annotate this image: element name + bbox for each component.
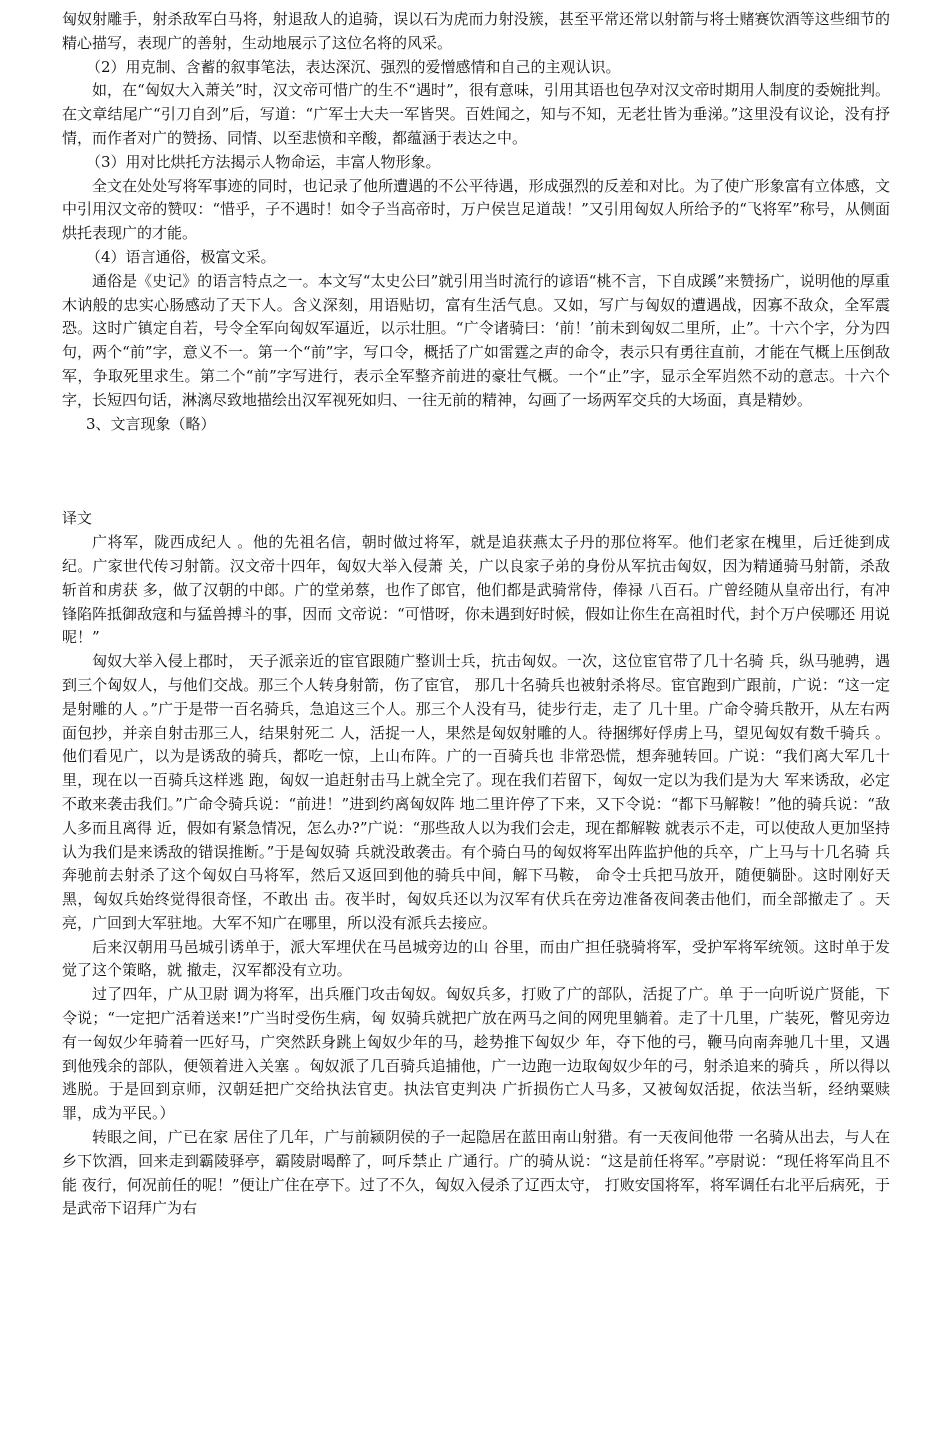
analysis-heading-4: （4）语言通俗，极富文采。 <box>86 247 276 266</box>
translation-title: 译文 <box>62 509 93 528</box>
analysis-paragraph-2: 如，在“匈奴大入萧关”时，汉文帝可惜广的生不“遇时”，很有意味，引用其语也包孕对汉文帝时期用人制度的委婉批判。在文章结尾广“引刀自刭”后，写道：“广军士大夫一军皆哭。百姓闻之，知与不知，无老壮皆为垂涕。”这里没有议论，没有抒情，而作者对广的赞扬、同情、以至悲愤和辛酸，都蕴涵于表达之中。 <box>62 81 890 147</box>
translation-paragraph-2: 匈奴大举入侵上郡时， 天子派亲近的宦官跟随广整训士兵，抗击匈奴。一次，这位宦官带了几十名骑 兵，纵马驰骋，遇到三个匈奴人，与他们交战。那三个人转身射箭，伤了宦官， 那几十名骑兵也被射杀将尽。宦官跑到广跟前，广说：“这一定是射雕的人 。”广于是带一百名骑兵，急追这三个人。那三个人没有马，徒步行走，走了 几十里。广命令骑兵散开，从左右两面包抄，并亲自射击那三人，结果射死二 人，活捉一人，果然是匈奴射雕的人。待捆绑好俘虏上马，望见匈奴有数千骑兵 。他们看见广，以为是诱敌的骑兵，都吃一惊，上山布阵。广的一百骑兵也 非常恐慌，想奔驰转回。广说：“我们离大军几十里，现在以一百骑兵这样逃 跑，匈奴一追赶射击马上就全完了。现在我们若留下，匈奴一定以为我们是为大 军来诱敌，必定不敢来袭击我们。”广命令骑兵说：“前进！”进到约离匈奴阵 地二里许停了下来，又下令说：“都下马解鞍！”他的骑兵说：“敌人多而且离得 近，假如有紧急情况，怎么办?”广说：“那些敌人以为我们会走，现在都解鞍 就表示不走，可以使敌人更加坚持认为我们是来诱敌的错误推断。”于是匈奴骑 兵就没敢袭击。有个骑白马的匈奴将军出阵监护他的兵卒，广上马与十几名骑 兵奔驰前去射杀了这个匈奴白马将军，然后又返回到他的骑兵中间，解下马鞍， 命令士兵把马放开，随便躺卧。这时刚好天黑，匈奴兵始终觉得很奇怪，不敢出 击。夜半时，匈奴兵还以为汉军有伏兵在旁边准备夜间袭击他们，而全部撤走了 。天亮，广回到大军驻地。大军不知广在哪里，所以没有派兵去接应。 <box>62 652 890 932</box>
analysis-heading-2: （2）用克制、含蓄的叙事笔法，表达深沉、强烈的爱憎感情和自己的主观认识。 <box>86 57 621 76</box>
analysis-heading-3: （3）用对比烘托方法揭示人物命运，丰富人物形象。 <box>86 152 441 171</box>
analysis-heading-5: 3、文言现象（略） <box>86 414 216 433</box>
translation-paragraph-1: 广将军，陇西成纪人 。他的先祖名信，朝时做过将军，就是追获燕太子丹的那位将军。他们老家在槐里，后迁徙到成纪。广家世代传习射箭。汉文帝十四年，匈奴大举入侵萧 关，广以良家子弟的身份从军抗击匈奴，因为精通骑马射箭，杀敌斩首和虏获 多，做了汉朝的中郎。广的堂弟蔡，也作了郎官，他们都是武骑常侍，俸禄 八百石。广曾经随从皇帝出行，有冲锋陷阵抵御敌寇和与猛兽搏斗的事，因而 文帝说：“可惜呀，你未遇到好时候，假如让你生在高祖时代，封个万户侯哪还 用说呢！” <box>62 533 890 647</box>
translation-paragraph-4: 过了四年，广从卫尉 调为将军，出兵雁门攻击匈奴。匈奴兵多，打败了广的部队，活捉了广。单 于一向听说广贤能，下令说；“一定把广活着送来!”广当时受伤生病，匈 奴骑兵就把广放在两马之间的网兜里躺着。走了十几里，广装死，瞥见旁边 有一匈奴少年骑着一匹好马，广突然跃身跳上匈奴少年的马，趁势推下匈奴少 年，夺下他的弓，鞭马向南奔驰几十里，又遇到他残余的部队，便领着进入关塞 。匈奴派了几百骑兵追捕他，广一边跑一边取匈奴少年的弓，射杀追来的骑兵 ，所以得以逃脱。于是回到京师，汉朝廷把广交给执法官吏。执法官吏判决 广折损伤亡人马多，又被匈奴活捉，依法当斩，经纳粟赎罪，成为平民。） <box>62 985 890 1123</box>
analysis-paragraph-3: 全文在处处写将军事迹的同时，也记录了他所遭遇的不公平待遇，形成强烈的反差和对比。为了使广形象富有立体感，文中引用汉文帝的赞叹：“惜乎，子不遇时！如令子当高帝时，万户侯岂足道哉！”又引用匈奴人所给予的“飞将军”称号，从侧面烘托表现广的才能。 <box>62 176 890 243</box>
analysis-paragraph-4: 通俗是《史记》的语言特点之一。本文写“太史公曰”就引用当时流行的谚语“桃不言，下自成蹊”来赞扬广，说明他的厚重木讷般的忠实心肠感动了天下人。含义深刻，用语贴切，富有生活气息。又如，写广与匈奴的遭遇战，因寡不敌众，全军震恐。这时广镇定自若，号令全军向匈奴军逼近，以示壮胆。“广令诸骑曰：‘前！’前未到匈奴二里所，止”。十六个字，分为四句，两个“前”字，意义不一。第一个“前”字，写口令，概括了广如雷霆之声的命令，表示只有勇往直前，才能在气概上压倒敌军，争取死里求生。第二个“前”字写进行，表示全军整齐前进的豪壮气概。一个“止”字，显示全军岿然不动的意志。十六个字，长短四句话，淋漓尽致地描绘出汉军视死如归、一往无前的精神，勾画了一场两军交兵的大场面，真是精妙。 <box>62 271 890 409</box>
translation-paragraph-3: 后来汉朝用马邑城引诱单于，派大军埋伏在马邑城旁边的山 谷里，而由广担任骁骑将军，受护军将军统领。这时单于发觉了这个策略，就 撤走，汉军都没有立功。 <box>62 937 890 980</box>
translation-paragraph-5: 转眼之间，广已在家 居住了几年，广与前颍阴侯的子一起隐居在蓝田南山射猎。有一天夜间他带 一名骑从出去，与人在乡下饮酒，回来走到霸陵驿亭，霸陵尉喝醉了，呵斥禁止 广通行。广的骑从说：“这是前任将军。”亭尉说：“现任将军尚且不能 夜行，何况前任的呢！”便让广住在亭下。过了不久，匈奴入侵杀了辽西太守， 打败安国将军，将军调任右北平后病死，于是武帝下诏拜广为右 <box>62 1128 890 1218</box>
analysis-paragraph-continued: 匈奴射雕手，射杀敌军白马将，射退敌人的追骑，误以石为虎而力射没簇，甚至平常还常以射箭与将士赌赛饮酒等这些细节的精心描写，表现广的善射，生动地展示了这位名将的风采。 <box>62 10 890 52</box>
section-spacer <box>62 436 890 507</box>
